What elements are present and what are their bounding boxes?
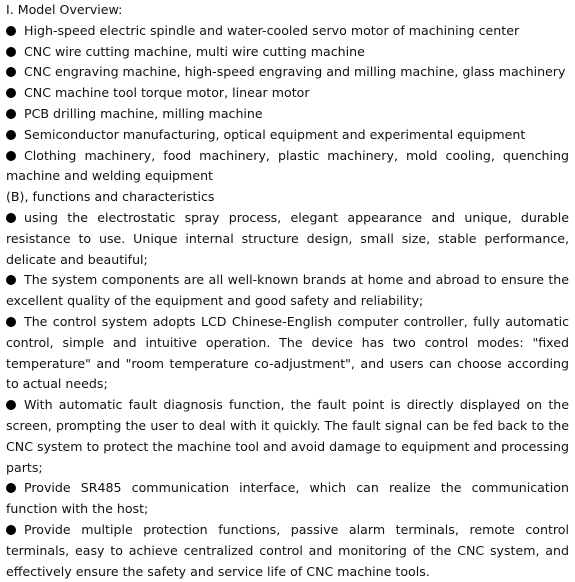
function-item-2: The system components are all well-known brands at home and abroad to ensure the excellent quality of the equipment and good safety and reliability; — [6, 272, 569, 309]
bullet-icon — [6, 47, 16, 57]
bullet-icon — [6, 275, 16, 285]
overview-item-5: PCB drilling machine, milling machine — [6, 104, 569, 125]
overview-item-6: Semiconductor manufacturing, optical equipment and experimental equipment — [6, 125, 569, 146]
overview-item-1: High-speed electric spindle and water-cooled servo motor of machining center — [6, 21, 569, 42]
overview-item-3: CNC engraving machine, high-speed engraving and milling machine, glass machinery — [6, 62, 569, 83]
function-item-4: With automatic fault diagnosis function, the fault point is directly displayed on the screen, prompting the user to deal with it quickly. The fault signal can be fed back to the CNC system to protect the machine tool and avoid damage to equipment and processing parts; — [6, 397, 569, 475]
function-item-1: using the electrostatic spray process, elegant appearance and unique, durable resistance to use. Unique internal structure design, small size, stable performance, delicate and beautiful; — [6, 209, 569, 267]
bullet-icon — [6, 483, 16, 493]
function-item-3: The control system adopts LCD Chinese-English computer controller, fully automatic control, simple and intuitive operation. The device has two control modes: "fixed temperature" and "room temperature co-adjustment", and users can choose according to actual needs; — [6, 313, 569, 392]
bullet-icon — [6, 130, 16, 140]
bullet-icon — [6, 109, 16, 119]
function-item-5: Provide SR485 communication interface, which can realize the communication function with the host; — [6, 480, 569, 517]
bullet-icon — [6, 525, 16, 535]
bullet-icon — [6, 151, 16, 161]
function-item-6: Provide multiple protection functions, passive alarm terminals, remote control terminals, easy to achieve centralized control and monitoring of the CNC system, and effectively ensure the safety and service life of CNC machine tools. — [6, 521, 569, 579]
bullet-icon — [6, 400, 16, 410]
bullet-icon — [6, 317, 16, 327]
overview-item-4: CNC machine tool torque motor, linear motor — [6, 83, 569, 104]
functions-heading: (B), functions and characteristics — [6, 189, 215, 205]
bullet-icon — [6, 26, 16, 36]
bullet-icon — [6, 67, 16, 77]
model-overview-heading: I. Model Overview: — [6, 2, 123, 17]
overview-item-7: Clothing machinery, food machinery, plastic machinery, mold cooling, quenching machine and welding equipment — [6, 147, 569, 184]
bullet-icon — [6, 88, 16, 98]
bullet-icon — [6, 213, 16, 223]
overview-item-2: CNC wire cutting machine, multi wire cutting machine — [6, 42, 569, 63]
